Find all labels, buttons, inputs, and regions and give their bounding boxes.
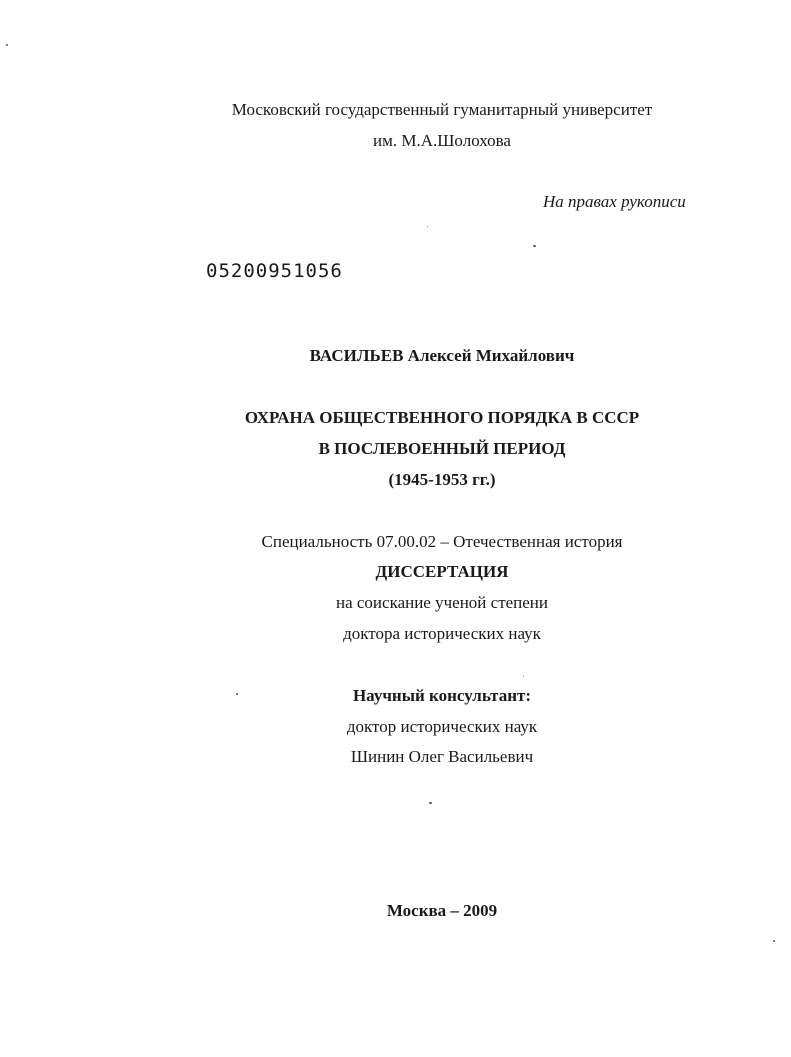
consultant-name: Шинин Олег Васильевич	[350, 747, 534, 766]
scan-speck	[236, 693, 238, 695]
university-named-after: им. М.А.Шолохова	[373, 131, 511, 150]
university-name: Московский государственный гуманитарный университет	[231, 100, 653, 119]
registration-number: 05200951056	[206, 260, 343, 282]
specialty: Специальность 07.00.02 – Отечественная история	[261, 532, 623, 551]
scan-speck	[523, 676, 524, 677]
thesis-years: (1945-1953 гг.)	[388, 470, 496, 489]
scan-speck	[533, 245, 536, 247]
consultant-heading: Научный консультант:	[352, 686, 532, 705]
scan-speck	[6, 44, 8, 46]
scan-speck	[773, 940, 775, 942]
place-and-year: Москва – 2009	[386, 901, 498, 920]
scan-speck	[429, 802, 432, 804]
degree-line-1: на соискание ученой степени	[335, 593, 549, 612]
thesis-title-line-1: ОХРАНА ОБЩЕСТВЕННОГО ПОРЯДКА В СССР	[244, 408, 640, 427]
thesis-title-line-2: В ПОСЛЕВОЕННЫЙ ПЕРИОД	[318, 439, 566, 458]
author-name: ВАСИЛЬЕВ Алексей Михайлович	[309, 346, 575, 365]
manuscript-rights-note: На правах рукописи	[543, 192, 686, 211]
document-type: ДИССЕРТАЦИЯ	[375, 562, 509, 581]
consultant-degree: доктор исторических наук	[346, 717, 538, 736]
scan-speck	[427, 226, 428, 227]
degree-line-2: доктора исторических наук	[343, 624, 541, 643]
